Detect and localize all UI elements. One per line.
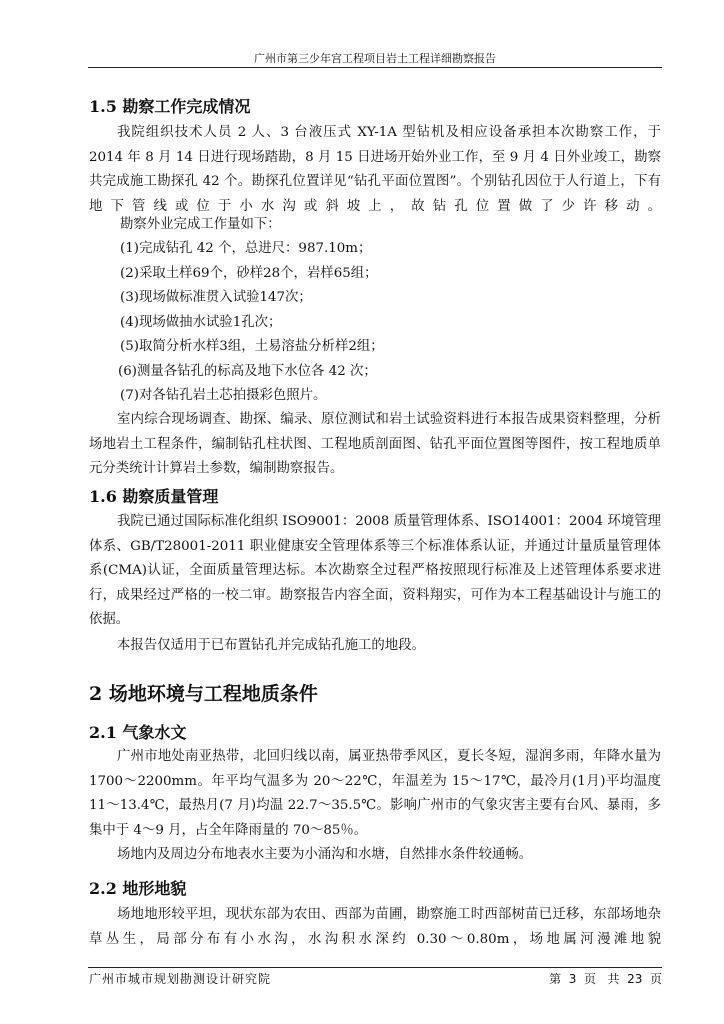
paragraph-quality-management: 我院已通过国际标准化组织 ISO9001：2008 质量管理体系、ISO14001：2004 环境管理体系、GB/T28001-2011 职业健康安全管理体系等三个标准体系认证，并通过计量质量管理体系(CMA)认证，全面质量管理达标。本次勘察全过程严格按照现行标准及上述管理体系要求进行，成果经过严格的一校二审。勘察报告内容全面，资料翔实，可作为本工程基础设计与施工的依据。 xyxy=(89,514,661,628)
workload-intro: 勘察外业完成工作量如下： xyxy=(120,217,281,232)
footer-organization: 广州市城市规划勘测设计研究院 xyxy=(89,972,272,986)
heading-1-5: 1.5 勘察工作完成情况 xyxy=(89,97,251,116)
list-item: (4)现场做抽水试验1孔次； xyxy=(120,315,282,330)
footer-rule xyxy=(88,967,662,968)
heading-2-2: 2.2 地形地貌 xyxy=(89,879,187,898)
heading-2: 2 场地环境与工程地质条件 xyxy=(89,683,318,705)
page-header-title: 广州市第三少年宫工程项目岩土工程详细勘察报告 xyxy=(254,52,496,65)
list-item: (1)完成钻孔 42 个，总进尺：987.10m； xyxy=(120,241,372,256)
list-item: (3)现场做标准贯入试验147次； xyxy=(120,290,312,305)
paragraph-work-completion: 我院组织技术人员 2 人、3 台液压式 XY-1A 型钻机及相应设备承担本次勘察工作，于 2014 年 8 月 14 日进行现场踏勘，8 月 15 日进场开始外业工作，至 9 月 4 日外业竣工，勘察共完成施工勘探孔 42 个。勘探孔位置详见“钻孔平面位置图”。个别钻孔因位于人行道上，下有地下管线或位于小水沟或斜坡上，故钻孔位置做了少许移动。 xyxy=(89,125,661,214)
paragraph-surface-water: 场地内及周边分布地表水主要为小涌沟和水塘，自然排水条件较通畅。 xyxy=(117,847,533,862)
paragraph-report-compilation: 室内综合现场调查、勘探、编录、原位测试和岩土试验资料进行本报告成果资料整理，分析场地岩土工程条件，编制钻孔柱状图、工程地质剖面图、钻孔平面位置图等图件，按工程地质单元分类统计计算岩土参数，编制勘察报告。 xyxy=(89,412,661,477)
paragraph-climate: 广州市地处南亚热带，北回归线以南，属亚热带季风区，夏长冬短，湿润多雨，年降水量为 1700～2200mm。年平均气温多为 20～22℃，年温差为 15～17℃，最冷月(1月)平均温度 11～13.4℃，最热月(7 月)均温 22.7～35.5℃。影响广州市的气象灾害主要有台风、暴雨，多集中于 4～9 月，占全年降雨量的 70～85％。 xyxy=(89,749,661,838)
heading-1-6: 1.6 勘察质量管理 xyxy=(89,487,219,506)
list-item: (6)测量各钻孔的标高及地下水位各 42 次； xyxy=(118,364,377,379)
list-item: (7)对各钻孔岩土芯拍摄彩色照片。 xyxy=(120,388,327,403)
list-item: (2)采取土样69个，砂样28个，岩样65组； xyxy=(120,266,378,281)
footer-page-number: 第 3 页 共 23 页 xyxy=(549,972,662,986)
paragraph-applicability: 本报告仅适用于已布置钻孔并完成钻孔施工的地段。 xyxy=(117,638,425,653)
heading-2-1: 2.1 气象水文 xyxy=(89,723,187,742)
paragraph-terrain: 场地地形较平坦，现状东部为农田、西部为苗圃，勘察施工时西部树苗已迁移，东部场地杂草丛生，局部分布有小水沟，水沟积水深约 0.30～0.80m，场地属河漫滩地貌 xyxy=(89,907,661,947)
header-rule xyxy=(88,67,662,68)
list-item: (5)取简分析水样3组，土易溶盐分析样2组； xyxy=(120,339,384,354)
